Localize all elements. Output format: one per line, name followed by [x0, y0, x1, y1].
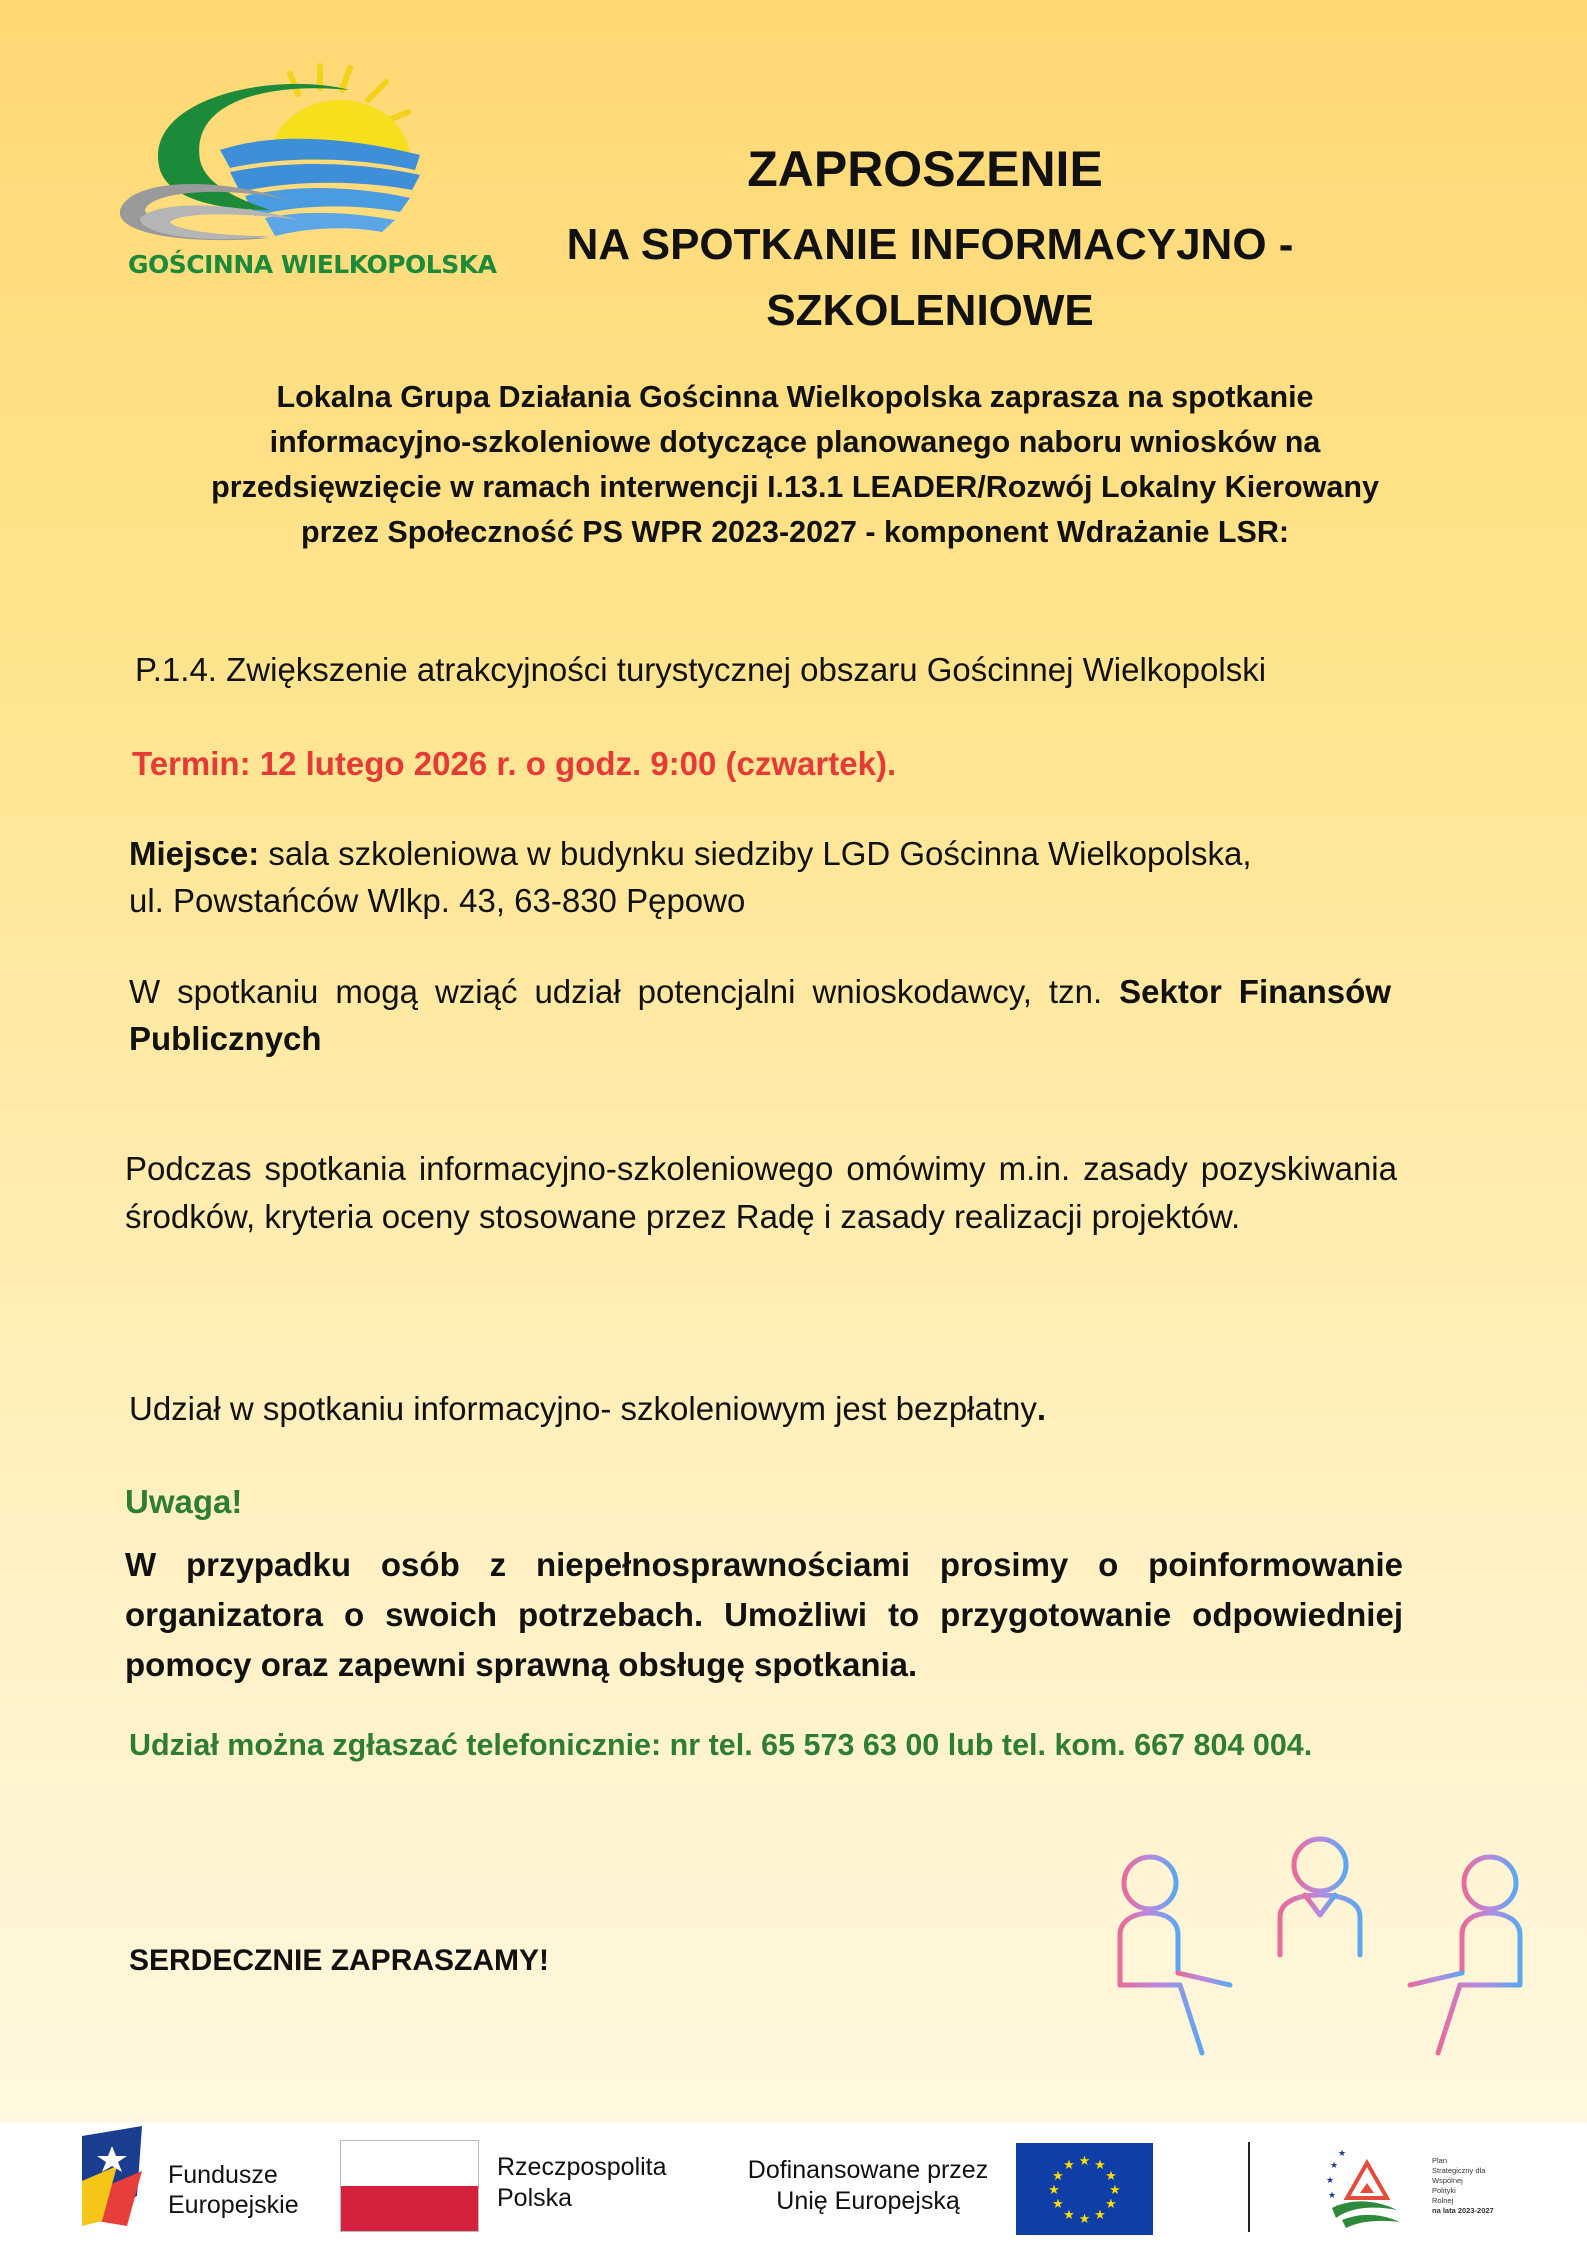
svg-text:★: ★: [1052, 2169, 1064, 2184]
svg-text:★: ★: [1327, 2191, 1337, 2201]
logo-text: GOŚCINNA WIELKOPOLSKA: [128, 250, 497, 279]
svg-text:★: ★: [1109, 2183, 1121, 2198]
meeting-illustration: [1090, 1825, 1550, 2125]
svg-text:★: ★: [1105, 2169, 1117, 2184]
footer-text: Europejskie: [168, 2191, 299, 2219]
svg-text:★: ★: [1063, 2158, 1075, 2173]
poland-flag: [340, 2140, 479, 2232]
who-sector: Sektor Finansów Publicznych: [129, 973, 1391, 1057]
who-text: W spotkaniu mogą wziąć udział potencjalni wnioskodawcy, tzn.: [129, 973, 1120, 1010]
footer-text: Polska: [497, 2184, 573, 2212]
footer-text: Rzeczpospolita: [497, 2153, 667, 2181]
eligible-applicants: [129, 968, 1391, 1062]
intro-line: informacyjno-szkoleniowe dotyczące planowanego naboru wniosków na: [269, 425, 1321, 459]
svg-text:★: ★: [1052, 2197, 1064, 2212]
svg-text:★: ★: [1094, 2208, 1106, 2223]
free-text: Udział w spotkaniu informacyjno- szkoleniowym jest bezpłatny: [129, 1390, 1037, 1427]
footer-text: Plan: [1432, 2156, 1448, 2165]
svg-text:★: ★: [1325, 2176, 1335, 2186]
footer-text: Unię Europejską: [776, 2187, 960, 2215]
intro-line: przez Społeczność PS WPR 2023-2027 - komponent Wdrażanie LSR:: [300, 515, 1290, 549]
eu-cofinancing-text: [728, 2155, 1008, 2217]
svg-text:★: ★: [1094, 2158, 1106, 2173]
free-dot: .: [1036, 1390, 1047, 1427]
action-name: P.1.4. Zwiększenie atrakcyjności turystycznej obszaru Gościnnej Wielkopolski: [135, 651, 1267, 688]
meeting-topics: Podczas spotkania informacyjno-szkoleniowego omówimy m.in. zasady pozyskiwania środków, kryteria oceny stosowane przez Radę i zasady realizacji projektów.: [125, 1150, 1397, 1235]
place-label: Miejsce:: [129, 835, 260, 872]
accessibility-note: W przypadku osób z niepełnosprawnościami prosimy o poinformowanie organizatora o swoich potrzebach. Umożliwi to przygotowanie odpowiedniej pomocy oraz zapewni sprawną obsługę spotkania.: [125, 1546, 1403, 1683]
footer-text: na lata 2023-2027: [1432, 2206, 1494, 2215]
contact-info: Udział można zgłaszać telefonicznie: nr tel. 65 573 63 00 lub tel. kom. 667 804 004.: [129, 1728, 1313, 1762]
svg-text:★: ★: [1105, 2197, 1117, 2212]
intro-line: przedsięwzięcie w ramach interwencji I.13.1 LEADER/Rozwój Lokalny Kierowany: [211, 470, 1379, 504]
meeting-place: [129, 830, 1429, 924]
subtitle-line: NA SPOTKANIE INFORMACYJNO -: [566, 220, 1294, 269]
footer-text: Fundusze: [168, 2161, 278, 2189]
footer-text: Dofinansowane przez: [747, 2156, 989, 2184]
footer-text: Strategiczny dla: [1432, 2166, 1486, 2175]
note-heading: Uwaga!: [125, 1483, 243, 1520]
fundusze-europejskie-text: [168, 2160, 299, 2220]
place-line1: sala szkoleniowa w budynku siedziby LGD Gościnna Wielkopolska,: [259, 835, 1252, 872]
subtitle-line: SZKOLENIOWE: [766, 286, 1094, 335]
eu-flag: [1016, 2143, 1153, 2235]
intro-line: Lokalna Grupa Działania Gościnna Wielkopolska zaprasza na spotkanie: [276, 380, 1314, 414]
svg-text:★: ★: [1078, 2154, 1091, 2169]
svg-text:★: ★: [1078, 2212, 1091, 2227]
plan-strategiczny-logo: [1322, 2138, 1402, 2233]
place-line2: ul. Powstańców Wlkp. 43, 63-830 Pępowo: [129, 882, 746, 919]
footer-text: Wspólnej: [1432, 2176, 1463, 2185]
meeting-date: Termin: 12 lutego 2026 r. o godz. 9:00 (czwartek).: [132, 745, 897, 782]
plan-strategiczny-text: [1432, 2156, 1502, 2216]
rzeczpospolita-polska-text: [497, 2152, 667, 2214]
svg-text:★: ★: [1048, 2183, 1060, 2198]
footer-text: Rolnej: [1432, 2196, 1454, 2205]
intro-paragraph: [130, 375, 1460, 555]
free-participation: [129, 1385, 1429, 1432]
footer-text: Polityki: [1432, 2186, 1456, 2195]
page-subtitle: [520, 212, 1340, 344]
footer-divider: [1248, 2142, 1250, 2232]
closing-text: SERDECZNIE ZAPRASZAMY!: [129, 1944, 550, 1977]
svg-text:★: ★: [1337, 2149, 1347, 2159]
svg-text:★: ★: [1329, 2161, 1339, 2171]
fundusze-europejskie-logo: [82, 2126, 152, 2236]
page-title: ZAPROSZENIE: [747, 141, 1103, 197]
svg-text:★: ★: [1063, 2208, 1075, 2223]
